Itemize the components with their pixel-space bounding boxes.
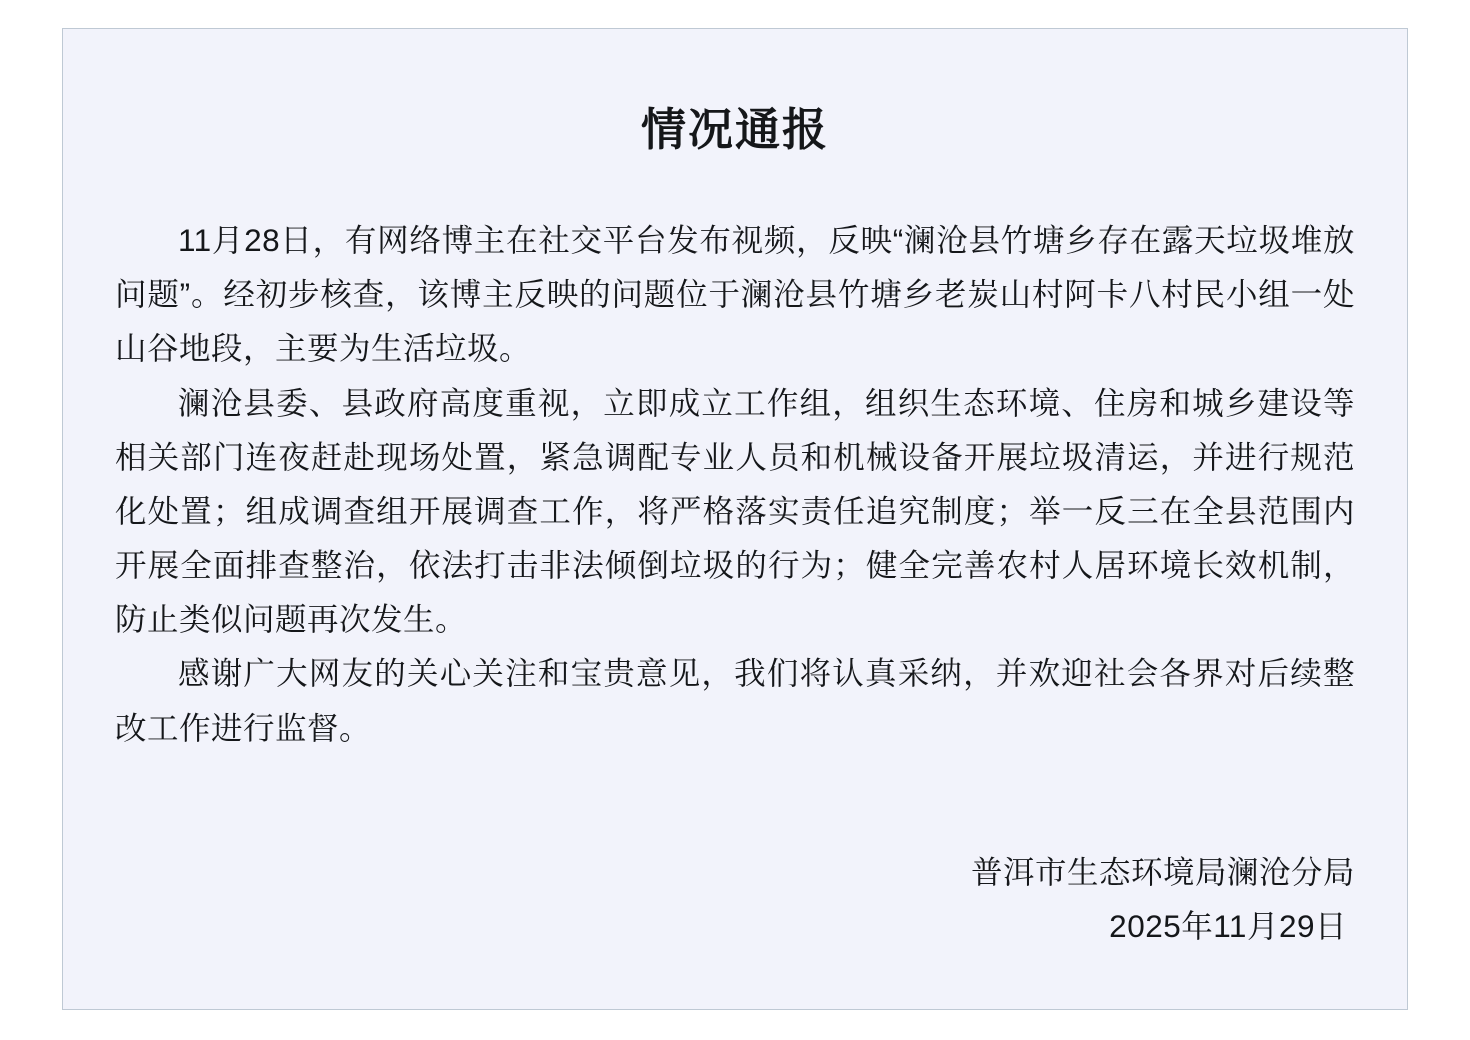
issuing-authority: 普洱市生态环境局澜沧分局 bbox=[970, 853, 1355, 890]
notice-paragraph-1: 11月28日，有网络博主在社交平台发布视频，反映“澜沧县竹塘乡存在露天垃圾堆放问题”。经初步核查，该博主反映的问题位于澜沧县竹塘乡老炭山村阿卡八村民小组一处山谷地段，主要为生活垃圾。 bbox=[115, 222, 1355, 367]
signature-block bbox=[971, 845, 1355, 953]
notice-body bbox=[115, 213, 1355, 755]
notice-paragraph-2: 澜沧县委、县政府高度重视，立即成立工作组，组织生态环境、住房和城乡建设等相关部门连夜赶赴现场处置，紧急调配专业人员和机械设备开展垃圾清运，并进行规范化处置；组成调查组开展调查工作，将严格落实责任追究制度；举一反三在全县范围内开展全面排查整治，依法打击非法倾倒垃圾的行为；健全完善农村人居环境长效机制，防止类似问题再次发生。 bbox=[115, 384, 1355, 638]
issue-date: 2025年11月29日 bbox=[1109, 907, 1347, 944]
notice-card bbox=[62, 28, 1408, 1010]
notice-paragraph-3: 感谢广大网友的关心关注和宝贵意见，我们将认真采纳，并欢迎社会各界对后续整改工作进行监督。 bbox=[115, 655, 1355, 746]
page-title: 情况通报 bbox=[640, 104, 829, 155]
